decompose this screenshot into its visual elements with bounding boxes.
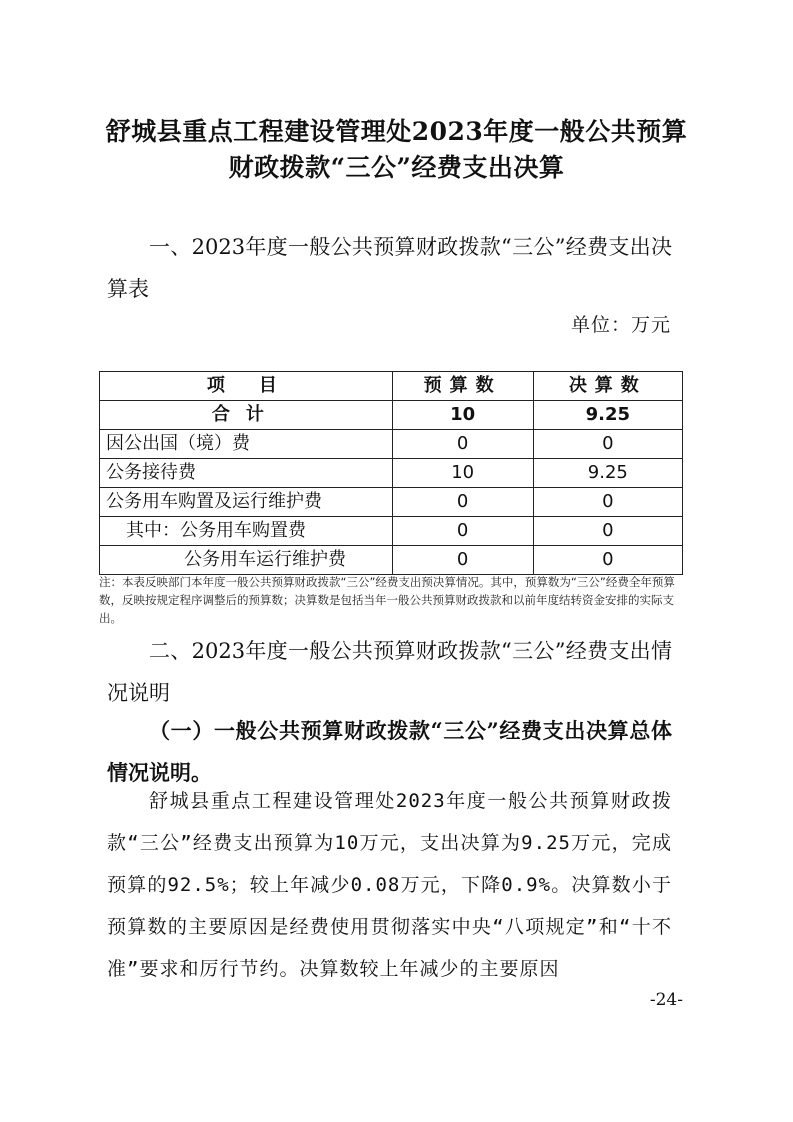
header-budget: 预算数 [392,372,533,401]
table-row [100,459,683,488]
header-item: 项 目 [100,372,393,401]
row-label: 公务用车运行维护费 [100,546,393,575]
row-final: 9.25 [533,459,682,488]
table-row [100,430,683,459]
table-header-row [100,372,683,401]
row-label: 公务用车购置及运行维护费 [100,488,393,517]
table-row [100,546,683,575]
section1-heading: 一、2023年度一般公共预算财政拨款“三公”经费支出决算表 [107,235,672,301]
three-expenses-table [99,371,683,575]
row-budget: 0 [392,517,533,546]
row-budget: 0 [392,546,533,575]
total-final: 9.25 [533,401,682,430]
section2-body: 舒城县重点工程建设管理处2023年度一般公共预算财政拨款“三公”经费支出预算为10万元，支出决算为9.25万元，完成预算的92.5%；较上年减少0.08万元，下降0.9%。决算数小于预算数的主要原因是经费使用贯彻落实中央“八项规定”和“十不准”要求和厉行节约。决算数较上年减少的主要原因 [107,790,672,980]
section2-subheading: （一）一般公共预算财政拨款“三公”经费支出决算总体情况说明。 [107,718,672,785]
row-budget: 0 [392,430,533,459]
row-label: 公务接待费 [100,459,393,488]
row-final: 0 [533,546,682,575]
row-label: 其中：公务用车购置费 [100,517,393,546]
table-total-row [100,401,683,430]
row-label: 因公出国（境）费 [100,430,393,459]
document-title-line2: 财政拨款“三公”经费支出决算 [228,153,565,182]
row-budget: 0 [392,488,533,517]
table-row [100,517,683,546]
document-title-line1: 舒城县重点工程建设管理处2023年度一般公共预算 [105,117,688,146]
header-final: 决算数 [533,372,682,401]
total-label: 合计 [100,401,393,430]
page-number: -24- [649,990,683,1010]
section2-heading: 二、2023年度一般公共预算财政拨款“三公”经费支出情况说明 [107,639,672,705]
unit-label: 单位：万元 [570,314,671,336]
row-final: 0 [533,488,682,517]
table-row [100,488,683,517]
row-final: 0 [533,430,682,459]
table-note: 注：本表反映部门本年度一般公共预算财政拨款“三公”经费支出预决算情况。其中，预算数为“三公”经费全年预算数，反映按规定程序调整后的预算数；决算数是包括当年一般公共预算财政拨款和以前年度结转资金安排的实际支出。 [99,575,675,625]
row-budget: 10 [392,459,533,488]
row-final: 0 [533,517,682,546]
total-budget: 10 [392,401,533,430]
